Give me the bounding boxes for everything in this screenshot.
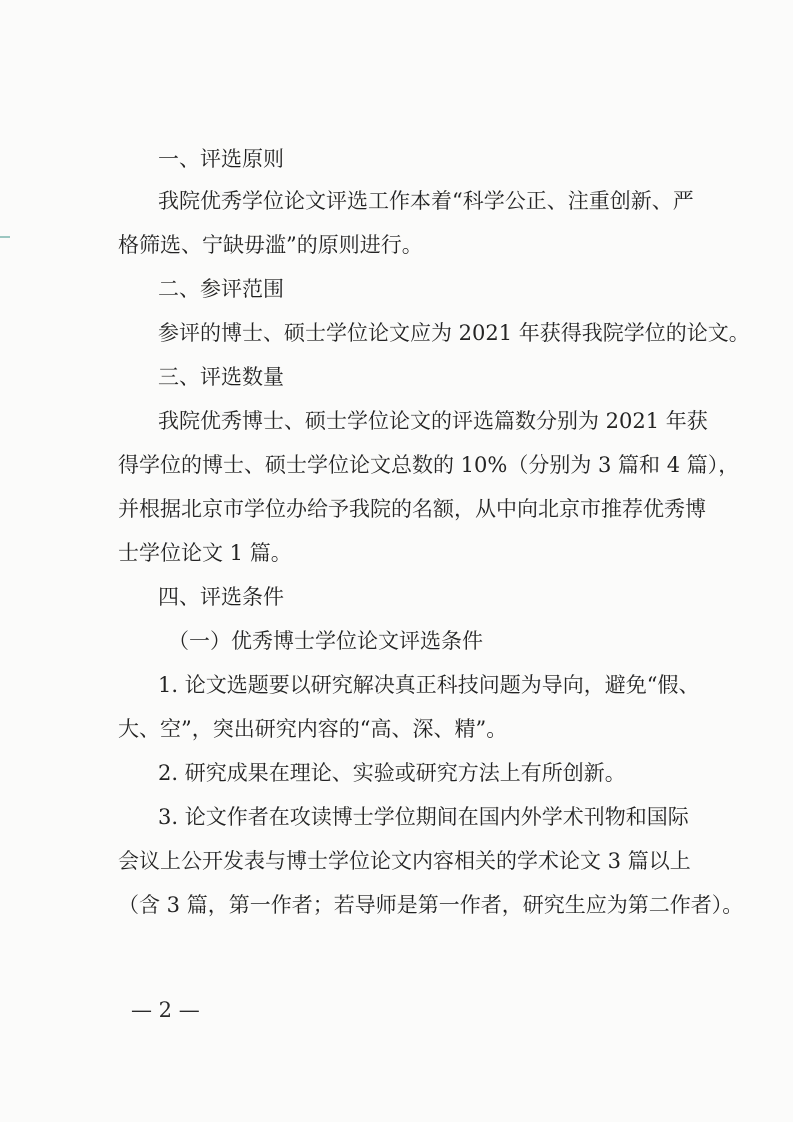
- paragraph-line: 士学位论文 1 篇。: [118, 541, 292, 565]
- list-item-line: 3. 论文作者在攻读博士学位期间在国内外学术刊物和国际: [158, 805, 689, 829]
- scan-margin-mark: [0, 236, 10, 238]
- list-item-line: （含 3 篇，第一作者；若导师是第一作者，研究生应为第二作者）。: [118, 893, 744, 917]
- section-heading-scope: 二、参评范围: [158, 277, 284, 301]
- page-number: — 2 —: [131, 998, 200, 1022]
- document-content: [118, 144, 750, 920]
- list-item-line: 1. 论文选题要以研究解决真正科技问题为导向，避免“假、: [158, 673, 700, 697]
- list-item-line: 会议上公开发表与博士学位论文内容相关的学术论文 3 篇以上: [118, 849, 691, 873]
- section-heading-evaluation-principles: 一、评选原则: [158, 147, 284, 171]
- paragraph-line: 并根据北京市学位办给予我院的名额，从中向北京市推荐优秀博: [118, 497, 706, 521]
- paragraph-line: 我院优秀博士、硕士学位论文的评选篇数分别为 2021 年获: [158, 409, 708, 433]
- paragraph-line: 参评的博士、硕士学位论文应为 2021 年获得我院学位的论文。: [158, 321, 750, 345]
- section-heading-quantity: 三、评选数量: [158, 365, 284, 389]
- subsection-heading-doctoral-criteria: （一）优秀博士学位论文评选条件: [168, 629, 483, 653]
- section-heading-criteria: 四、评选条件: [158, 585, 284, 609]
- paragraph-line: 我院优秀学位论文评选工作本着“科学公正、注重创新、严: [158, 189, 694, 213]
- paragraph-line: 得学位的博士、硕士学位论文总数的 10%（分别为 3 篇和 4 篇），: [118, 453, 740, 477]
- list-item-line: 大、空”，突出研究内容的“高、深、精”。: [118, 717, 508, 741]
- paragraph-line: 格筛选、宁缺毋滥”的原则进行。: [118, 233, 423, 257]
- list-item-line: 2. 研究成果在理论、实验或研究方法上有所创新。: [158, 761, 626, 785]
